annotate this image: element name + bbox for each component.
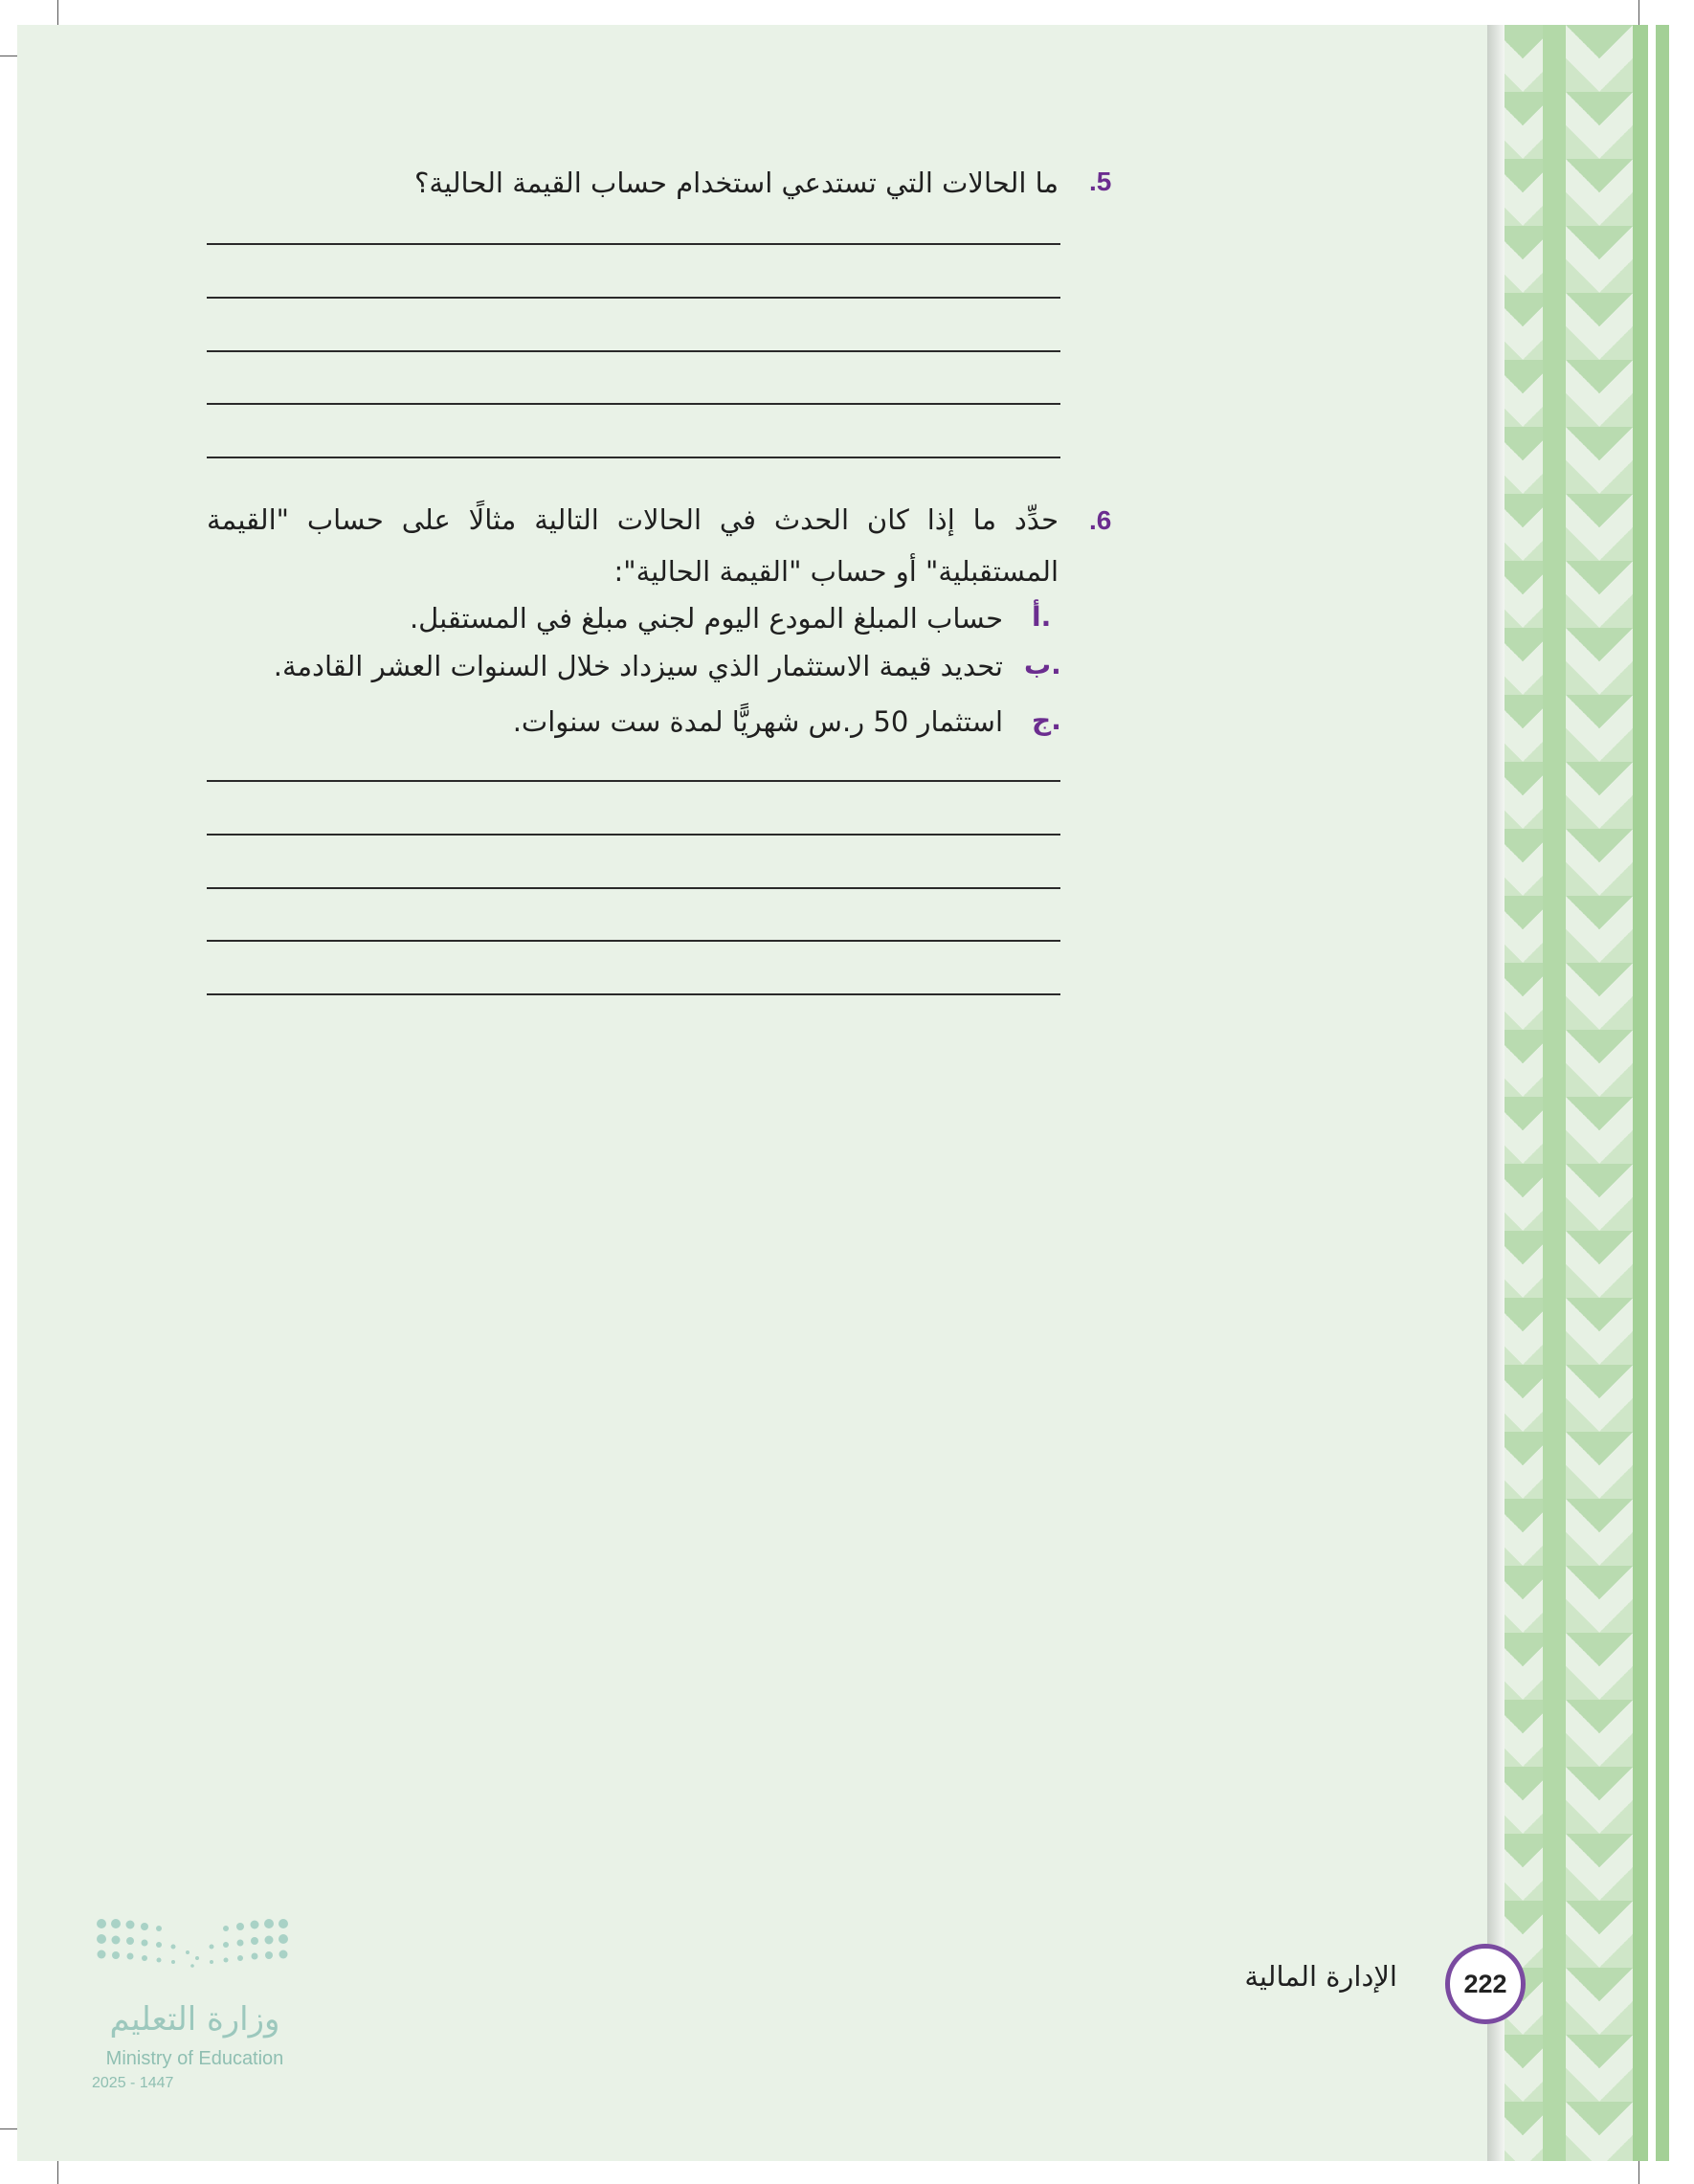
ministry-name-english: Ministry of Education <box>105 2048 284 2069</box>
item-label: ج. <box>1032 704 1061 736</box>
page-shadow <box>1487 25 1505 2161</box>
green-stripe <box>1633 25 1648 2161</box>
ministry-name-arabic: وزارة التعليم <box>109 2000 280 2039</box>
question-text: حدِّد ما إذا كان الحدث في الحالات التالية مثالًا على حساب "القيمة <box>207 503 1059 536</box>
page-number: 222 <box>1445 1944 1526 2024</box>
white-stripe <box>1648 25 1656 2161</box>
answer-line <box>207 940 1060 942</box>
item-text: تحديد قيمة الاستثمار الذي سيزداد خلال السنوات العشر القادمة. <box>273 650 1003 682</box>
answer-line <box>207 350 1060 352</box>
answer-line <box>207 457 1060 458</box>
item-label: ب. <box>1024 649 1061 680</box>
green-stripe <box>1656 25 1669 2161</box>
answer-line <box>207 993 1060 995</box>
question-number: .5 <box>1089 167 1112 196</box>
answer-line <box>207 297 1060 299</box>
ministry-year: 2025 - 1447 <box>92 2075 174 2091</box>
zigzag-pattern <box>1566 25 1633 2161</box>
item-label: أ. <box>1032 601 1052 633</box>
question-number: .6 <box>1089 505 1112 535</box>
answer-line <box>207 887 1060 889</box>
answer-line <box>207 403 1060 405</box>
question-text: المستقبلية" أو حساب "القيمة الحالية": <box>613 555 1059 588</box>
page-sheet <box>17 25 1487 2161</box>
item-text: استثمار 50 ر.س شهريًّا لمدة ست سنوات. <box>512 705 1003 738</box>
answer-line <box>207 780 1060 782</box>
question-text: ما الحالات التي تستدعي استخدام حساب القيمة الحالية؟ <box>414 167 1059 199</box>
unit-title: الإدارة المالية <box>1244 1960 1397 1993</box>
answer-line <box>207 834 1060 836</box>
answer-line <box>207 243 1060 245</box>
item-text: حساب المبلغ المودع اليوم لجني مبلغ في المستقبل. <box>409 602 1003 635</box>
green-stripe <box>1543 25 1566 2161</box>
